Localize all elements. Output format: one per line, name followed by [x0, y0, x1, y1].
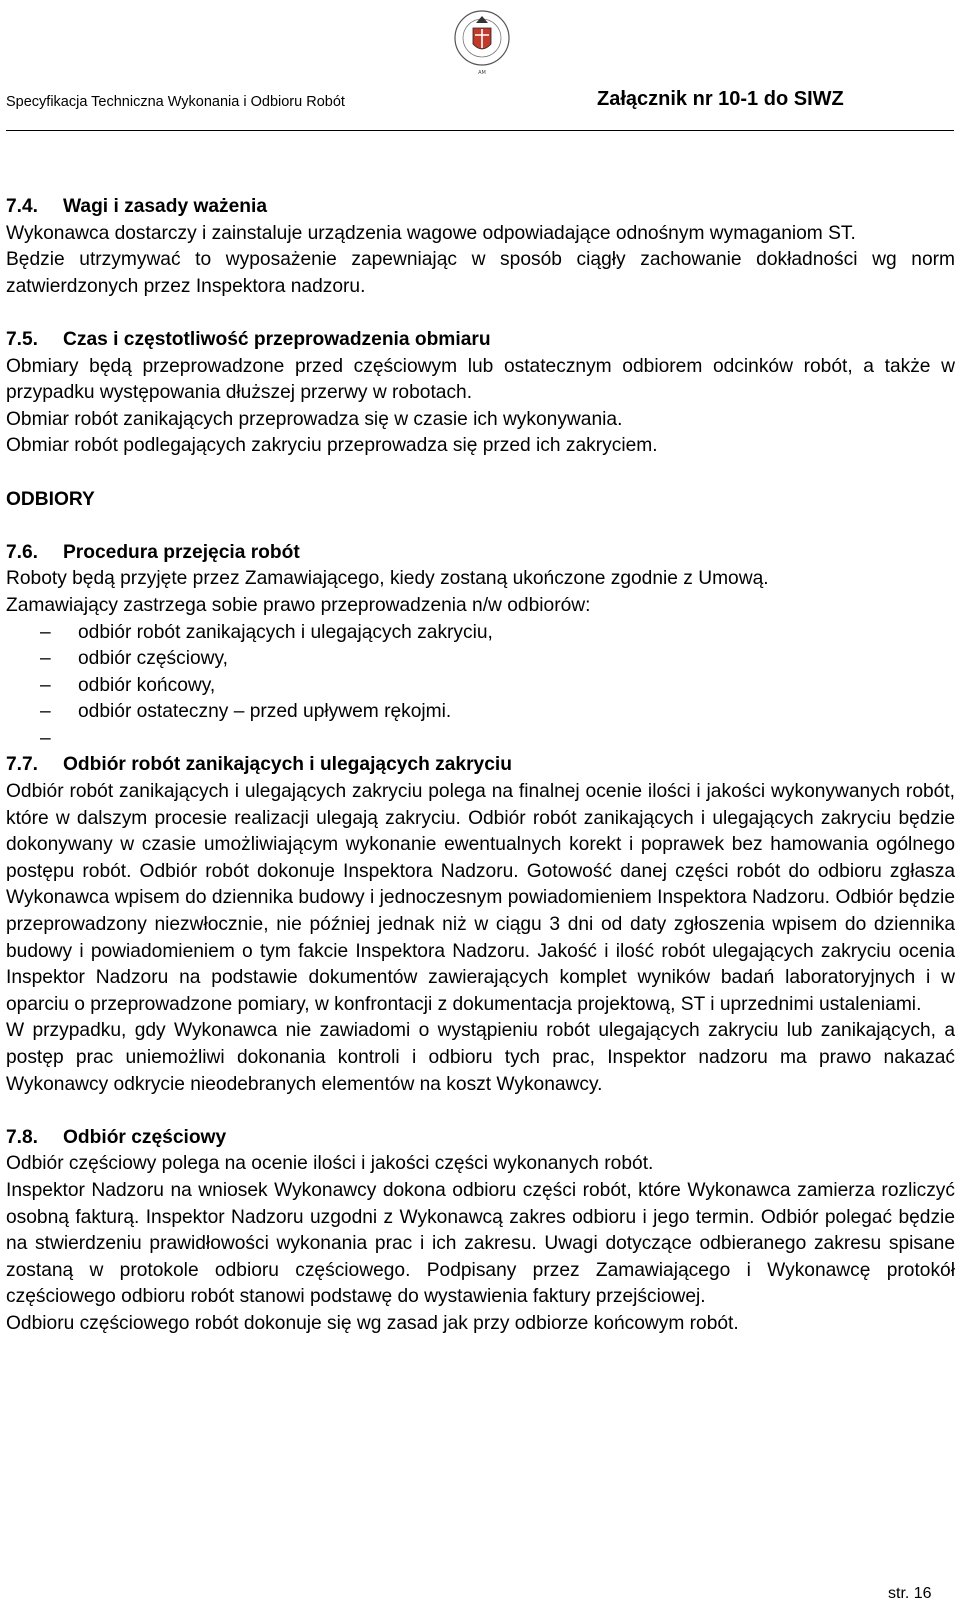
list-item: [6, 673, 955, 700]
section-title: Odbiór częściowy: [63, 1126, 227, 1148]
dash-bullet: –: [40, 701, 51, 723]
section-7-5-heading: [6, 327, 955, 354]
list-item-text: odbiór częściowy,: [78, 648, 229, 670]
section-7-4-heading: [6, 194, 955, 221]
section-7-4-paragraph-1: Wykonawca dostarczy i zainstaluje urządzenia wagowe odpowiadające odnośnym wymaganiom ST.: [6, 222, 856, 244]
list-item-empty: [6, 726, 955, 753]
list-item: [6, 699, 955, 726]
list-item: [6, 620, 955, 647]
header-attachment-number: Załącznik nr 10-1 do SIWZ: [597, 88, 844, 110]
section-title: Procedura przejęcia robót: [63, 541, 300, 563]
svg-text:AM: AM: [478, 70, 486, 76]
list-item-text: odbiór robót zanikających i ulegających zakryciu,: [78, 621, 493, 643]
list-item-text: odbiór ostateczny – przed upływem rękojmi.: [78, 701, 452, 723]
dash-bullet: –: [40, 621, 51, 643]
section-7-8-heading: [6, 1125, 955, 1152]
section-7-5-paragraph-1: Obmiary będą przeprowadzone przed częściowym lub ostatecznym odbiorem odcinków robót, a także w przypadku występowania dłuższej przerwy w robotach.: [6, 355, 955, 404]
page-number: str. 16: [888, 1585, 932, 1602]
dash-bullet: –: [40, 727, 51, 749]
section-7-6-paragraph-2: Zamawiający zastrzega sobie prawo przeprowadzenia n/w odbiorów:: [6, 594, 591, 616]
header-divider: [6, 130, 954, 131]
section-7-8-paragraph-1: Odbiór częściowy polega na ocenie ilości i jakości części wykonanych robót.: [6, 1153, 654, 1175]
section-7-6-paragraph-1: Roboty będą przyjęte przez Zamawiającego, kiedy zostaną ukończone zgodnie z Umową.: [6, 568, 769, 590]
section-7-7-paragraph-1: Odbiór robót zanikających i ulegających zakryciu polega na finalnej ocenie ilości i jakości wykonywanych robót, które w dalszym procesie realizacji ulegają zakryciu. Odbiór robót zanikających i ulegających zakryciu będzie dokonywany w czasie umożliwiającym wykonanie ewentualnych korekt i poprawek bez hamowania ogólnego postępu robót. Odbiór robót dokonuje Inspektora Nadzoru. Gotowość danej części robót do odbioru zgłasza Wykonawca wpisem do dziennika budowy i jednoczesnym powiadomieniem Inspektora Nadzoru. Odbiór będzie przeprowadzony niezwłocznie, nie później jednak niż w ciągu 3 dni od daty zgłoszenia wpisem do dziennika budowy i powiadomieniem o tym fakcie Inspektora Nadzoru. Jakość i ilość robót ulegających zakryciu ocenia Inspektor Nadzoru na podstawie dokumentów zawierających komplet wyników badań laboratoryjnych i w oparciu o przeprowadzone pomiary, w konfrontacji z dokumentacja projektową, ST i uprzednimi ustaleniami.: [6, 781, 955, 1015]
header-document-title: Specyfikacja Techniczna Wykonania i Odbioru Robót: [6, 94, 345, 110]
section-7-7-paragraph-2: W przypadku, gdy Wykonawca nie zawiadomi o wystąpieniu robót ulegających zakryciu lub zanikających, a postęp prac uniemożliwi dokonania kontroli i odbioru tych prac, Inspektor nadzoru ma prawo nakazać Wykonawcy odkrycie nieodebranych elementów na koszt Wykonawcy.: [6, 1020, 955, 1095]
odbiory-heading: ODBIORY: [6, 488, 95, 510]
section-7-8-paragraph-3: Odbioru częściowego robót dokonuje się wg zasad jak przy odbiorze końcowym robót.: [6, 1312, 739, 1334]
list-item: [6, 646, 955, 673]
document-body: [6, 194, 955, 1338]
section-7-4-paragraph-2: Będzie utrzymywać to wyposażenie zapewniając w sposób ciągły zachowanie dokładności wg norm zatwierdzonych przez Inspektora nadzoru.: [6, 249, 955, 297]
section-title: Odbiór robót zanikających i ulegających zakryciu: [63, 754, 512, 776]
list-item-text: odbiór końcowy,: [78, 674, 216, 696]
section-title: Czas i częstotliwość przeprowadzenia obmiaru: [63, 328, 491, 350]
akademia-morska-logo-icon: [453, 2, 511, 80]
section-7-8-paragraph-2: Inspektor Nadzoru na wniosek Wykonawcy dokona odbioru części robót, które Wykonawca zamierza rozliczyć osobną fakturą. Inspektor Nadzoru uzgodni z Wykonawcą zakres odbioru i jego termin. Odbiór polegać będzie na stwierdzeniu prawidłowości wykonania prac i ich zakresu. Uwagi dotyczące odbieranego zakresu spisane zostaną w protokole odbioru częściowego. Podpisany przez Zamawiającego i Wykonawcę protokół częściowego odbioru robót stanowi podstawę do wystawienia faktury przejściowej.: [6, 1179, 955, 1308]
section-7-5-paragraph-2: Obmiar robót zanikających przeprowadza się w czasie ich wykonywania.: [6, 408, 623, 430]
dash-bullet: –: [40, 674, 51, 696]
section-number: 7.6.: [6, 541, 39, 563]
section-number: 7.4.: [6, 196, 39, 217]
section-7-7-heading: [6, 752, 955, 779]
section-number: 7.7.: [6, 754, 39, 776]
section-7-5-paragraph-3: Obmiar robót podlegających zakryciu przeprowadza się przed ich zakryciem.: [6, 435, 658, 457]
dash-bullet: –: [40, 648, 51, 670]
section-number: 7.8.: [6, 1126, 39, 1148]
section-title: Wagi i zasady ważenia: [63, 196, 268, 217]
section-number: 7.5.: [6, 328, 39, 350]
section-7-6-heading: [6, 540, 955, 567]
